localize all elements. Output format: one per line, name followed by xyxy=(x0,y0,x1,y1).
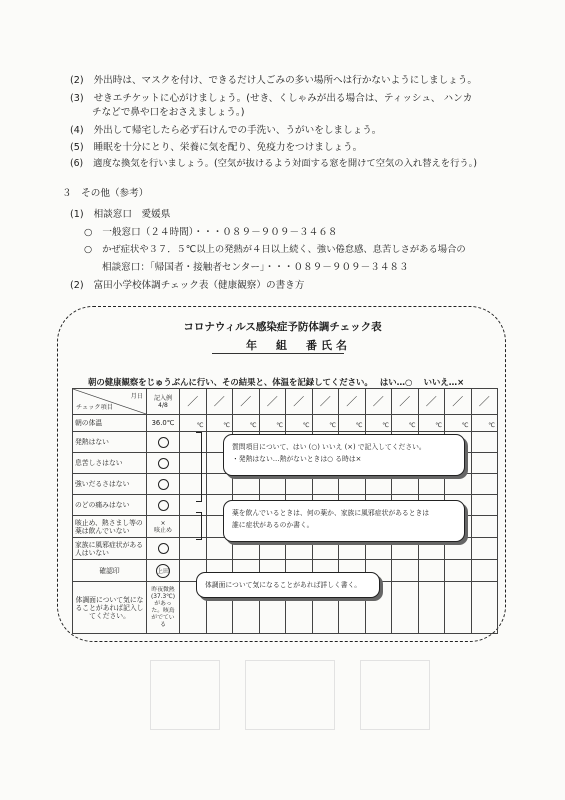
stamp-cell[interactable] xyxy=(392,560,419,582)
consult-heading: (1) 相談窓口 愛媛県 xyxy=(70,209,171,220)
row-label: 朝の体温 xyxy=(73,415,147,432)
entry-cell[interactable] xyxy=(365,474,392,495)
bracket-symptoms xyxy=(196,432,202,502)
temp-cell[interactable]: ℃ xyxy=(312,415,339,432)
example-header-cell: 記入例 4/8 xyxy=(147,389,180,415)
entry-cell[interactable] xyxy=(445,474,472,495)
contact-general: ○ 一般窓口（２４時間）・・・０８９－９０９－３４６８ xyxy=(84,227,338,238)
circle-mark-icon xyxy=(158,458,169,469)
entry-cell[interactable] xyxy=(180,538,207,560)
circle-mark-icon xyxy=(158,500,169,511)
table-row xyxy=(73,474,498,495)
checksheet-name-line: 年 組 番氏名 xyxy=(246,339,351,352)
date-cell[interactable]: ／ xyxy=(180,389,207,415)
temp-cell[interactable]: ℃ xyxy=(286,415,313,432)
stamp-cell[interactable] xyxy=(445,560,472,582)
date-cell[interactable]: ／ xyxy=(471,389,498,415)
notes-cell[interactable] xyxy=(445,582,472,634)
example-value xyxy=(147,538,180,560)
bleed-through-illustration xyxy=(245,660,335,730)
entry-cell[interactable] xyxy=(339,474,366,495)
circle-mark-icon xyxy=(158,479,169,490)
entry-cell[interactable] xyxy=(206,474,233,495)
name-underline xyxy=(212,353,344,354)
row-label: 家族に風邪症状がある人はいない xyxy=(73,538,147,560)
section-title: ３ その他（参考） xyxy=(62,188,149,199)
row-label: のどの痛みはない xyxy=(73,495,147,516)
example-value xyxy=(147,432,180,453)
checksheet-heading: (2) 富田小学校体調チェック表（健康観察）の書き方 xyxy=(70,280,305,291)
row-label: 息苦しさはない xyxy=(73,453,147,474)
date-cell[interactable]: ／ xyxy=(286,389,313,415)
temp-cell[interactable]: ℃ xyxy=(471,415,498,432)
entry-cell[interactable] xyxy=(259,474,286,495)
entry-cell[interactable] xyxy=(471,538,498,560)
date-cell[interactable]: ／ xyxy=(339,389,366,415)
entry-cell[interactable] xyxy=(471,432,498,453)
example-value xyxy=(147,495,180,516)
entry-cell[interactable] xyxy=(180,474,207,495)
checksheet-instruction: 朝の健康観察をじゅうぶんに行い、その結果と、体温を記録してください。 はい…○ いいえ…× xyxy=(88,377,465,387)
entry-cell[interactable] xyxy=(471,495,498,516)
entry-cell[interactable] xyxy=(286,474,313,495)
date-cell[interactable]: ／ xyxy=(365,389,392,415)
example-value: 36.0℃ xyxy=(147,415,180,432)
stamp-cell[interactable] xyxy=(418,560,445,582)
temp-cell[interactable]: ℃ xyxy=(259,415,286,432)
name-stamp: 上田 xyxy=(156,564,170,578)
example-value xyxy=(147,453,180,474)
row-label: 確認印 xyxy=(73,560,147,582)
header-corner-cell xyxy=(73,389,147,415)
row-label: 発熱はない xyxy=(73,432,147,453)
temp-cell[interactable]: ℃ xyxy=(392,415,419,432)
entry-cell[interactable] xyxy=(180,495,207,516)
entry-cell[interactable] xyxy=(312,474,339,495)
example-value: 昨夜微熱(37.3℃)があった。咳鳥がでている xyxy=(147,582,180,634)
measure-item: (6) 適度な換気を行いましょう。(空気が抜けるよう対面する窓を開けて空気の入れ替えを行う。) xyxy=(70,158,477,169)
date-cell[interactable]: ／ xyxy=(233,389,260,415)
measure-item: (3) せきエチケットに心がけましょう。(せき、くしゃみが出る場合は、ティッシュ、 ハンカ xyxy=(70,93,473,104)
entry-cell[interactable] xyxy=(471,453,498,474)
temp-cell[interactable]: ℃ xyxy=(233,415,260,432)
callout-symptoms: 質問項目について、はい (○) いいえ (×) で記入してください。 ・発熱はない…熱がないときは○ る時は× xyxy=(223,434,465,476)
measure-item: (4) 外出して帰宅したら必ず石けんでの手洗い、うがいをしましょう。 xyxy=(70,125,382,136)
contact-fever: ○ かぜ症状や３７．５℃以上の発熱が４日以上続く、強い倦怠感、息苦しさがある場合の xyxy=(84,244,466,255)
circle-mark-icon xyxy=(158,437,169,448)
entry-cell[interactable] xyxy=(233,474,260,495)
notes-cell[interactable] xyxy=(418,582,445,634)
example-value: × 咳止め xyxy=(147,516,180,538)
bleed-through-illustration xyxy=(360,660,430,730)
temp-cell[interactable]: ℃ xyxy=(339,415,366,432)
table-row-temperature xyxy=(73,415,498,432)
entry-cell[interactable] xyxy=(180,516,207,538)
header-date-label: 月日 xyxy=(130,393,143,400)
checksheet-title: コロナウィルス感染症予防体調チェック表 xyxy=(183,321,382,333)
date-cell[interactable]: ／ xyxy=(445,389,472,415)
date-cell[interactable]: ／ xyxy=(259,389,286,415)
entry-cell[interactable] xyxy=(392,474,419,495)
header-item-label: チェック項目 xyxy=(76,404,113,411)
temp-cell[interactable]: ℃ xyxy=(445,415,472,432)
bleed-through-illustration xyxy=(150,660,220,730)
circle-mark-icon xyxy=(158,543,169,554)
entry-cell[interactable] xyxy=(471,474,498,495)
table-header-row xyxy=(73,389,498,415)
date-cell[interactable]: ／ xyxy=(206,389,233,415)
entry-cell[interactable] xyxy=(180,432,207,453)
temp-cell[interactable]: ℃ xyxy=(206,415,233,432)
row-label: 強いだるさはない xyxy=(73,474,147,495)
date-cell[interactable]: ／ xyxy=(392,389,419,415)
stamp-cell[interactable] xyxy=(471,560,498,582)
callout-medicine: 薬を飲んでいるときは、何の薬か、家族に風邪症状があるときは 誰に症状があるのか書く。 xyxy=(223,500,465,542)
measure-item: (2) 外出時は、マスクを付け、できるだけ人ごみの多い場所へは行かないようにしましょう。 xyxy=(70,75,477,86)
date-cell[interactable]: ／ xyxy=(418,389,445,415)
date-cell[interactable]: ／ xyxy=(312,389,339,415)
measure-item-continued: チなどで鼻や口をおさえましょう。) xyxy=(92,107,245,118)
row-label: 咳止め、熱さまし等の薬は飲んでいない xyxy=(73,516,147,538)
entry-cell[interactable] xyxy=(180,453,207,474)
temp-cell[interactable]: ℃ xyxy=(365,415,392,432)
contact-returnee-center: 相談窓口：「帰国者・接触者センター」・・・０８９－９０９－３４８３ xyxy=(102,262,409,273)
entry-cell[interactable] xyxy=(471,516,498,538)
callout-notes: 体調面について気になることがあれば詳しく書く。 xyxy=(196,572,380,598)
notes-cell[interactable] xyxy=(471,582,498,634)
temp-cell[interactable]: ℃ xyxy=(418,415,445,432)
row-label: 体調面について気になることがあれば記入してください。 xyxy=(73,582,147,634)
example-value xyxy=(147,560,180,582)
measure-item: (5) 睡眠を十分にとり、栄養に気を配り、免疫力をつけましょう。 xyxy=(70,142,363,153)
example-value xyxy=(147,474,180,495)
temp-cell[interactable]: ℃ xyxy=(180,415,207,432)
entry-cell[interactable] xyxy=(418,474,445,495)
bracket-medicine xyxy=(196,512,202,540)
notes-cell[interactable] xyxy=(392,582,419,634)
